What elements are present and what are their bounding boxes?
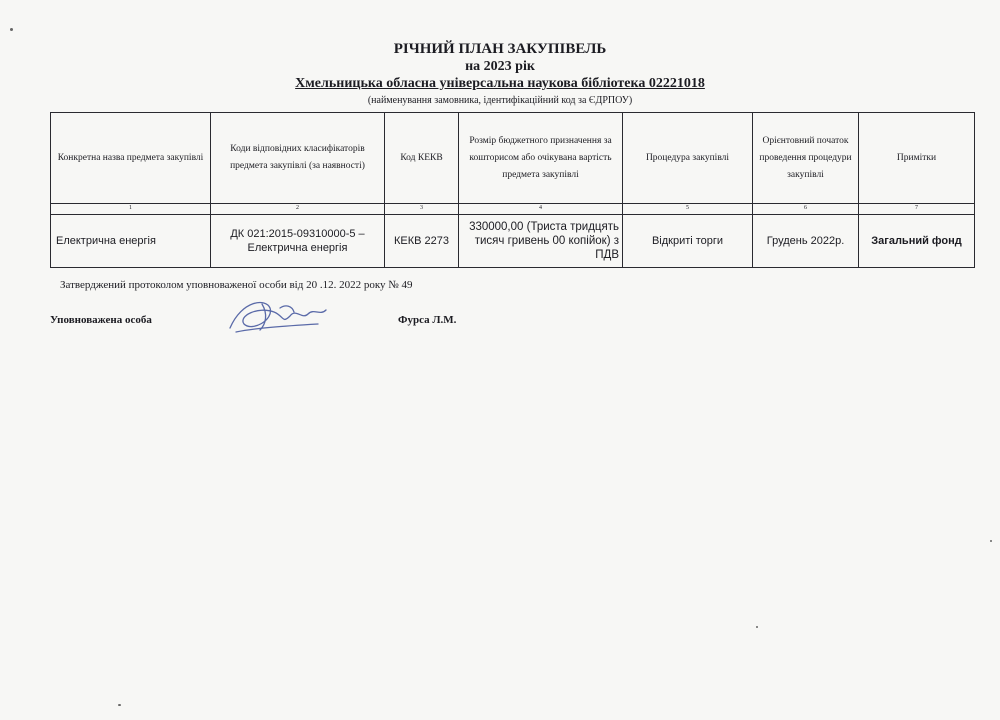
scan-speck xyxy=(10,28,13,31)
column-number: 1 xyxy=(51,204,211,215)
item-name: Електрична енергія xyxy=(51,215,211,268)
approval-note: Затверджений протоколом уповноваженої особи від 20 .12. 2022 року № 49 xyxy=(60,279,413,291)
header-cell: Примітки xyxy=(859,113,975,204)
scan-speck xyxy=(756,626,758,628)
scan-speck xyxy=(118,704,121,706)
item-notes: Загальний фонд xyxy=(859,215,975,268)
header-cell: Процедура закупівлі xyxy=(623,113,753,204)
document-title: РІЧНИЙ ПЛАН ЗАКУПІВЕЛЬ xyxy=(393,41,607,57)
title-block xyxy=(0,40,1000,108)
column-number: 5 xyxy=(623,204,753,215)
item-amount: 330000,00 (Триста тридцять тисяч гривень 00 копійок) з ПДВ xyxy=(459,215,623,268)
table-row xyxy=(51,215,975,268)
column-number: 4 xyxy=(459,204,623,215)
column-number: 6 xyxy=(753,204,859,215)
item-kekv: КЕКВ 2273 xyxy=(385,215,459,268)
header-cell: Код КЕКВ xyxy=(385,113,459,204)
table-header-row xyxy=(51,113,975,204)
header-cell: Розмір бюджетного призначення за кошторисом або очікувана вартість предмета закупівлі xyxy=(459,113,623,204)
handwritten-signature xyxy=(222,294,332,338)
header-cell: Конкретна назва предмета закупівлі xyxy=(51,113,211,204)
customer-caption: (найменування замовника, ідентифікаційний код за ЄДРПОУ) xyxy=(367,95,633,106)
item-procedure: Відкриті торги xyxy=(623,215,753,268)
item-start: Грудень 2022р. xyxy=(753,215,859,268)
scan-speck xyxy=(990,540,992,542)
signatory-name: Фурса Л.М. xyxy=(398,314,457,326)
column-number-row xyxy=(51,204,975,215)
column-number: 2 xyxy=(211,204,385,215)
customer-name: Хмельницька обласна універсальна наукова бібліотека 02221018 xyxy=(295,76,705,91)
header-cell: Коди відповідних класифікаторів предмета закупівлі (за наявності) xyxy=(211,113,385,204)
signatory-label: Уповноважена особа xyxy=(50,314,152,326)
column-number: 7 xyxy=(859,204,975,215)
column-number: 3 xyxy=(385,204,459,215)
procurement-table xyxy=(50,112,975,268)
plan-year: на 2023 рік xyxy=(465,59,535,74)
header-cell: Орієнтовний початок проведення процедури закупівлі xyxy=(753,113,859,204)
item-classifier: ДК 021:2015-09310000-5 – Електрична енергія xyxy=(211,215,385,268)
